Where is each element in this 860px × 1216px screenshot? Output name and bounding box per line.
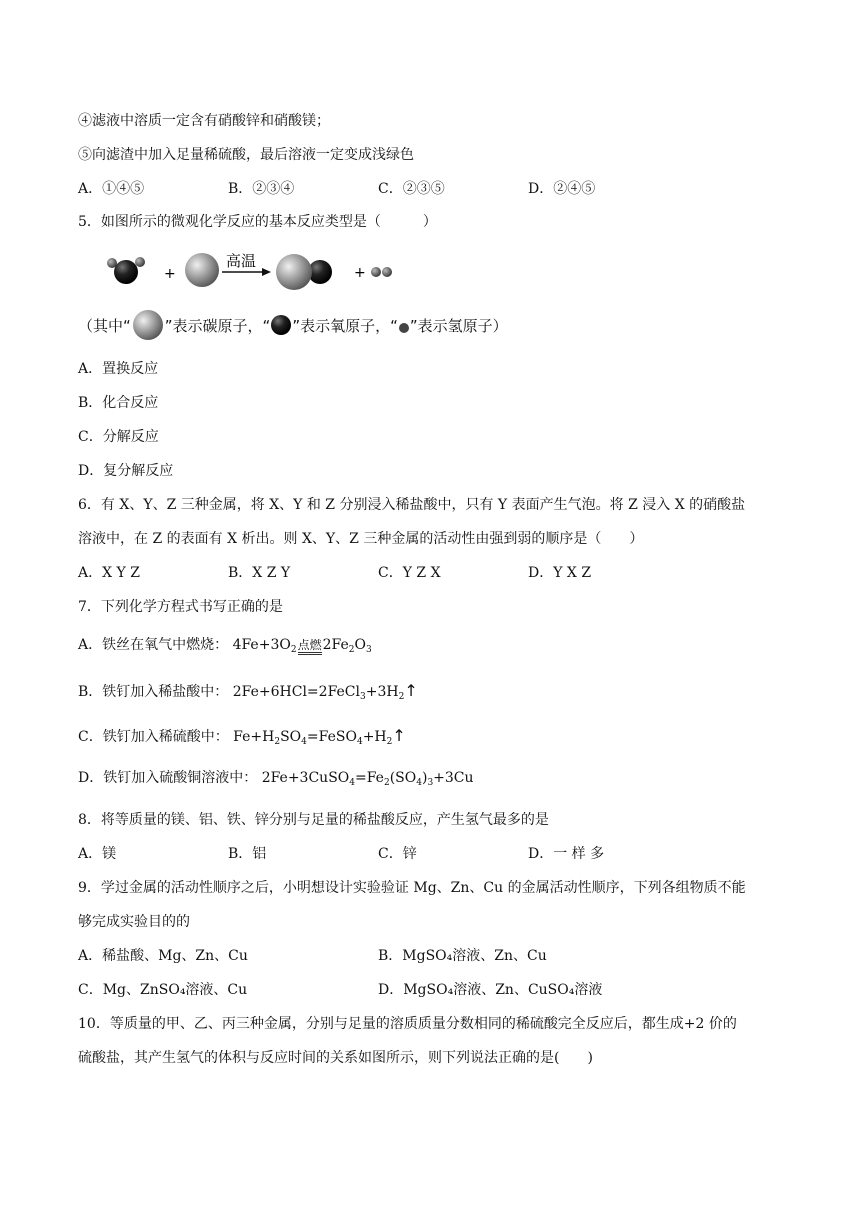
q7-option-a [78,635,372,660]
q7-option-c [78,726,406,752]
q8-option-b: B．铝 [228,846,267,862]
q6-stem-line-2: 溶液中，在 Z 的表面有 X 析出。则 X、Y、Z 三种金属的活动性由强到弱的顺序是（ ） [78,531,644,547]
water-molecule [107,257,145,284]
q5-stem: 5．如图所示的微观化学反应的基本反应类型是（ ） [78,214,437,230]
plus-sign-1: + [164,266,176,282]
q5-option-d: D．复分解反应 [78,463,174,479]
q6-option-d: D．Y X Z [528,565,592,581]
q6-option-a: A．X Y Z [78,565,140,581]
q5-option-a: A．置换反应 [78,361,159,377]
q9-option-a: A．稀盐酸、Mg、Zn、Cu [78,948,248,964]
q7-stem: 7．下列化学方程式书写正确的是 [78,599,283,615]
q5-option-b: B．化合反应 [78,395,159,411]
q6-option-c: C．Y Z X [378,565,441,581]
h2-molecule [371,267,392,277]
q7-condition-ignite: 点燃 [298,638,322,655]
reaction-diagram [100,248,400,294]
q8-stem: 8．将等质量的镁、铝、铁、锌分别与足量的稀盐酸反应，产生氢气最多的是 [78,812,549,828]
q9-option-d: D．MgSO₄溶液、Zn、CuSO₄溶液 [378,982,603,998]
q9-option-c: C．Mg、ZnSO₄溶液、Cu [78,982,248,998]
q9-option-b: B．MgSO₄溶液、Zn、Cu [378,948,547,964]
q7-equation-a: $4Fe+3O_2$点燃$2Fe_2O_3$ [232,637,372,655]
condition-label: 高温 [226,252,257,270]
q4-option-b: B．②③④ [228,181,295,197]
oxygen-atom-legend-icon [270,312,292,338]
q7-equation-c: $Fe+H_2SO_4=FeSO_4+H_2↑$ [233,726,406,747]
q4-statement-4: ④滤液中溶质一定含有硝酸锌和硝酸镁； [78,113,330,129]
q7-equation-b: $2Fe+6HCl=2FeCl_3+3H_2↑$ [232,681,418,702]
carbon-atom [185,253,219,287]
q7-option-d [78,768,474,793]
q7-option-b [78,681,418,707]
q10-stem-line-2: 硫酸盐，其产生氢气的体积与反应时间的关系如图所示，则下列说法正确的是( ) [78,1050,593,1066]
q7-option-d-label: D．铁钉加入硫酸铜溶液中： [78,770,258,786]
q4-option-d: D．②④⑤ [528,181,596,197]
q7-option-b-label: B．铁钉加入稀盐酸中： [78,684,229,700]
q4-statement-5: ⑤向滤渣中加入足量稀硫酸，最后溶液一定变成浅绿色 [78,147,414,163]
q8-option-c: C．锌 [378,846,417,862]
q7-option-c-label: C．铁钉加入稀硫酸中： [78,729,229,745]
legend-oxygen-text: ”表示氧原子，“ [292,317,398,335]
legend-hydrogen-text: ”表示氢原子） [409,317,508,335]
q7-option-a-label: A．铁丝在氧气中燃烧： [78,637,229,653]
legend-open: （其中“ [78,317,131,335]
q6-stem-line-1: 6．有 X、Y、Z 三种金属，将 X、Y 和 Z 分别浸入稀盐酸中，只有 Y 表面产生气泡。将 Z 浸入 X 的硝酸盐 [78,497,746,513]
q7-equation-d: $2Fe+3CuSO_4=Fe_2(SO_4)_3+3Cu$ [261,770,474,788]
q10-stem-line-1: 10．等质量的甲、乙、丙三种金属，分别与足量的溶质质量分数相同的稀硫酸完全反应后，都生成+2 价的 [78,1016,737,1032]
co-molecule [276,254,332,290]
hydrogen-atom-legend-icon [398,318,410,334]
q5-option-c: C．分解反应 [78,429,159,445]
plus-sign-2: + [354,265,366,281]
q9-stem-line-1: 9．学过金属的活动性顺序之后，小明想设计实验验证 Mg、Zn、Cu 的金属活动性顺序，下列各组物质不能 [78,880,746,896]
q4-option-c: C．②③⑤ [378,181,445,197]
q9-stem-line-2: 够完成实验目的的 [78,914,190,930]
q8-option-a: A．镁 [78,846,117,862]
carbon-atom-legend-icon [131,310,165,340]
legend-carbon-text: ”表示碳原子，“ [164,317,271,335]
q4-option-a: A．①④⑤ [78,181,145,197]
q8-option-d: D．一 样 多 [528,846,605,862]
q6-option-b: B．X Z Y [228,565,291,581]
atom-legend [78,310,508,341]
